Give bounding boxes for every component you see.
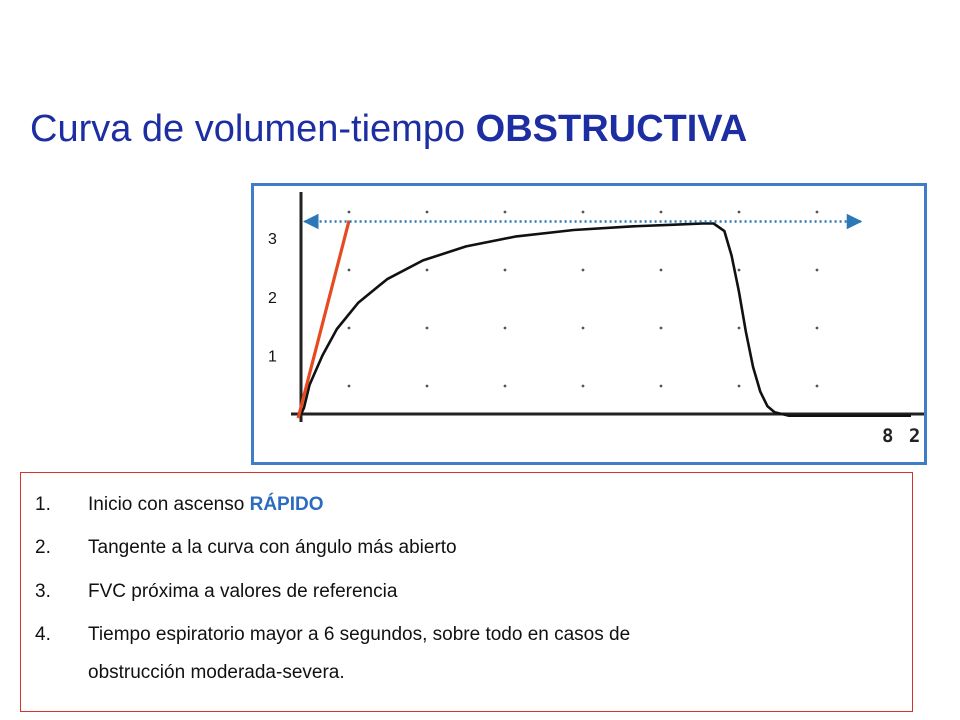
- grid-dot: [582, 269, 585, 272]
- grid-dot: [348, 211, 351, 214]
- slide-title: [30, 103, 950, 155]
- grid-dot: [504, 327, 507, 330]
- note-item-4: [35, 616, 631, 683]
- grid-dot: [504, 269, 507, 272]
- grid-dot: [660, 327, 663, 330]
- grid-dot: [426, 269, 429, 272]
- note-text: Inicio con ascenso: [88, 494, 250, 515]
- note-text: Tangente a la curva con ángulo más abierto: [88, 537, 457, 558]
- grid-dot: [426, 211, 429, 214]
- grid-dot: [738, 385, 741, 388]
- note-emphasis: RÁPIDO: [249, 494, 324, 515]
- grid-dot: [348, 385, 351, 388]
- grid-dot: [348, 327, 351, 330]
- note-number: 3.: [35, 581, 51, 602]
- y-tick-label: 3: [268, 231, 277, 249]
- grid-dot: [816, 269, 819, 272]
- grid-dot: [816, 385, 819, 388]
- note-item-3: [35, 573, 397, 611]
- grid-dot: [816, 211, 819, 214]
- grid-dot: [816, 327, 819, 330]
- y-tick-label: 1: [268, 348, 277, 366]
- x-corner-label: 8 2: [882, 424, 923, 447]
- slide-title-emphasis: OBSTRUCTIVA: [475, 108, 748, 150]
- grid-dot: [582, 327, 585, 330]
- grid-dot: [660, 269, 663, 272]
- y-tick-label: 2: [268, 289, 277, 307]
- note-text: Tiempo espiratorio mayor a 6 segundos, sobre todo en casos de: [88, 624, 631, 645]
- note-number: 1.: [35, 494, 51, 515]
- volume-time-curve: [301, 224, 911, 416]
- grid-dot: [426, 327, 429, 330]
- notes-box: [20, 472, 913, 712]
- volume-time-chart: [254, 186, 924, 462]
- grid-dot: [426, 385, 429, 388]
- note-item-1: [35, 486, 324, 524]
- grid-dot: [738, 327, 741, 330]
- grid-dot: [582, 211, 585, 214]
- grid-dot: [348, 269, 351, 272]
- grid-dot: [582, 385, 585, 388]
- slide-title-main: Curva de volumen-tiempo: [30, 108, 476, 150]
- note-number: 4.: [35, 624, 51, 645]
- note-continuation: obstrucción moderada-severa.: [88, 662, 345, 683]
- note-number: 2.: [35, 537, 51, 558]
- spirometry-chart-frame: [251, 183, 927, 465]
- note-text: FVC próxima a valores de referencia: [88, 581, 398, 602]
- note-item-2: [35, 529, 457, 567]
- grid-dot: [738, 211, 741, 214]
- grid-dot: [738, 269, 741, 272]
- grid-dot: [504, 385, 507, 388]
- tangent-line: [298, 221, 349, 418]
- grid-dot: [660, 211, 663, 214]
- grid-dot: [504, 211, 507, 214]
- grid-dot: [660, 385, 663, 388]
